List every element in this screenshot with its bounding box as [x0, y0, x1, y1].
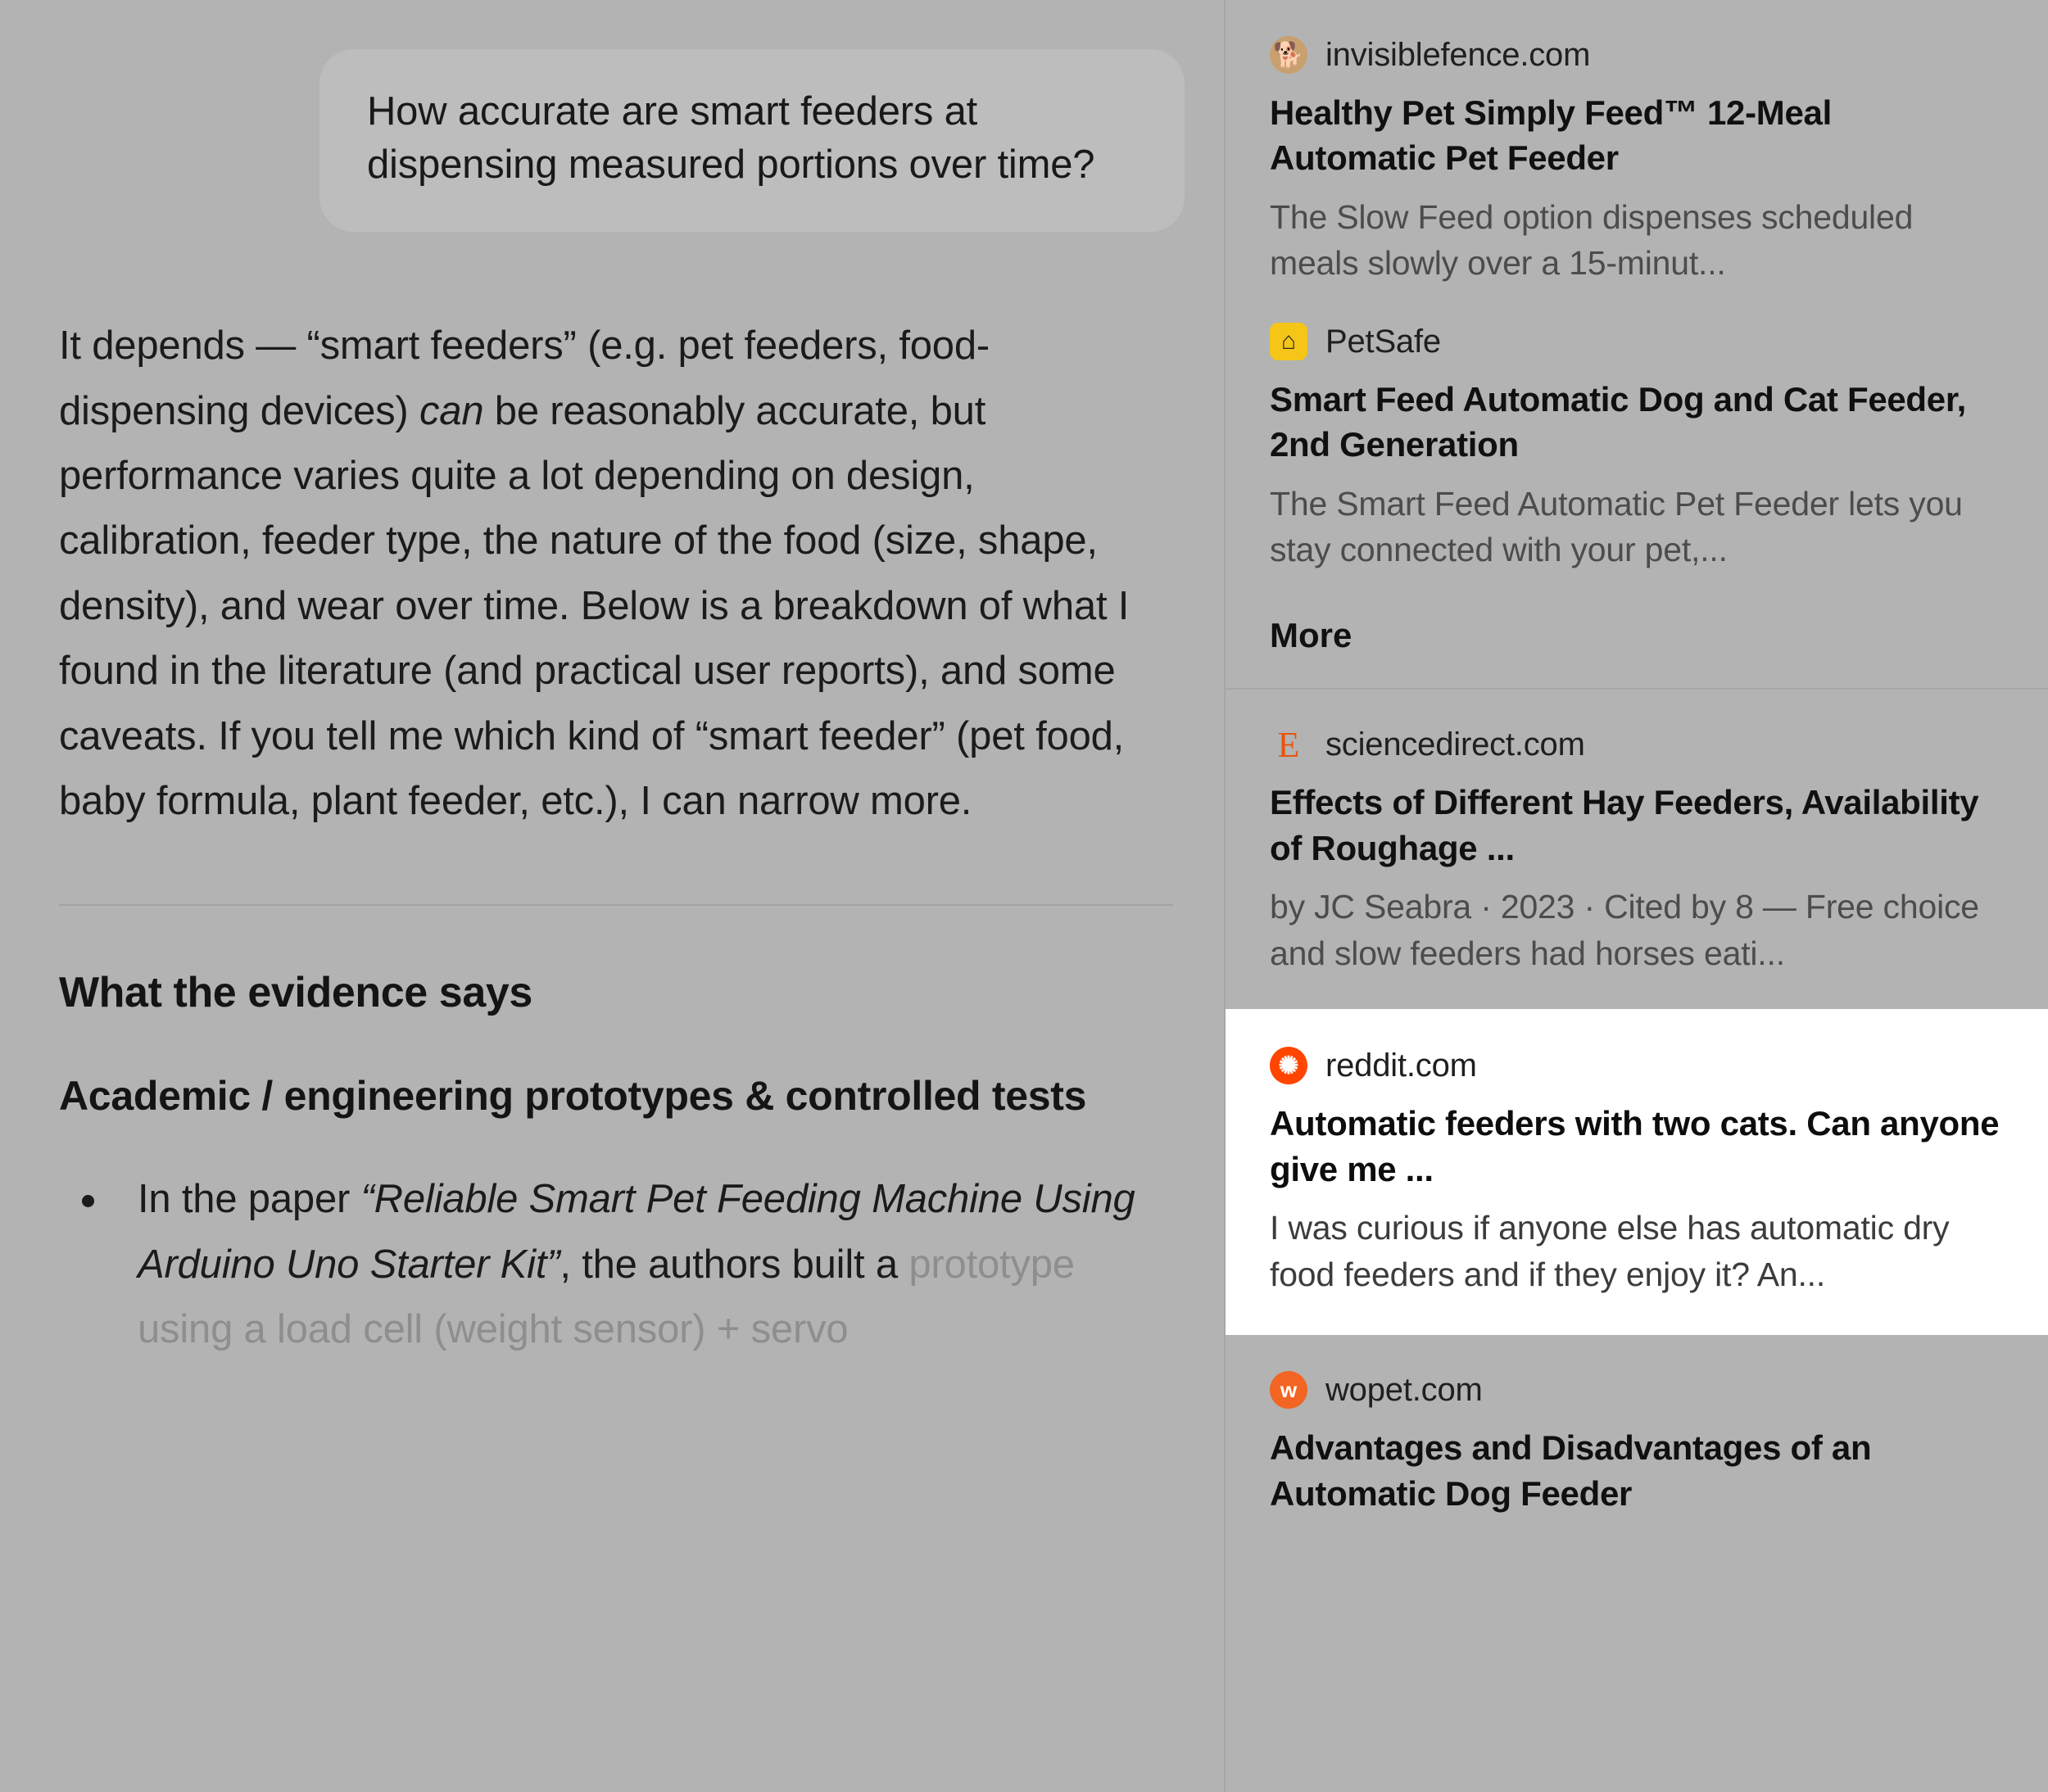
source-snippet: The Slow Feed option dispenses scheduled meals slowly over a 15-minut...: [1270, 197, 1914, 283]
dog-icon: 🐕: [1270, 36, 1307, 74]
assistant-paragraph-part2: be reasonably accurate, but performance varies quite a lot depending on design, calibration, feeder type, the nature of the food (size, shape, density), and wear over time. Below is a breakdown of what I found in the literature (and practical user reports), and some caveats. If you tell me which kind of “smart feeder” (pet food, baby formula, plant feeder, etc.), I can narrow more.: [59, 388, 1130, 823]
source-domain: PetSafe: [1325, 323, 1441, 360]
bullet-prefix: In the paper: [138, 1177, 361, 1222]
source-card-petsafe[interactable]: [1270, 323, 2004, 573]
source-header: [1270, 36, 2004, 74]
sources-panel[interactable]: [1224, 0, 2048, 1792]
source-title[interactable]: Effects of Different Hay Feeders, Availability of Roughage ...: [1270, 783, 1979, 867]
sources-group-divider: [1226, 688, 2048, 690]
heading-evidence: What the evidence says: [59, 969, 532, 1017]
source-header: [1270, 1371, 2004, 1409]
source-group-1: [1226, 36, 2048, 655]
source-domain: reddit.com: [1325, 1047, 1477, 1084]
source-snippet: The Smart Feed Automatic Pet Feeder lets you stay connected with your pet,...: [1270, 484, 1963, 569]
source-domain: wopet.com: [1325, 1371, 1483, 1408]
source-title[interactable]: Advantages and Disadvantages of an Automatic Dog Feeder: [1270, 1428, 1872, 1513]
reddit-icon: ✺: [1270, 1047, 1307, 1084]
source-card-invisiblefence[interactable]: [1270, 36, 2004, 287]
source-header: [1270, 1047, 2004, 1084]
source-title[interactable]: Smart Feed Automatic Dog and Cat Feeder, 2nd Generation: [1270, 380, 1966, 464]
source-header: [1270, 323, 2004, 360]
source-group-2: [1226, 726, 2048, 1516]
user-message-row: [0, 0, 1224, 232]
bullet-fade-text: prototype using a load cell (weight sensor) + servo: [138, 1242, 1075, 1352]
sciencedirect-icon: E: [1277, 726, 1300, 764]
source-header: [1270, 726, 2004, 763]
source-domain: invisiblefence.com: [1325, 36, 1591, 73]
source-snippet: by JC Seabra · 2023 · Cited by 8 — Free choice and slow feeders had horses eati...: [1270, 887, 1979, 972]
assistant-message: [0, 232, 1224, 834]
assistant-emphasis: can: [419, 388, 484, 433]
more-sources-link[interactable]: More: [1270, 616, 1352, 655]
source-title[interactable]: Healthy Pet Simply Feed™ 12-Meal Automatic Pet Feeder: [1270, 93, 1832, 178]
source-snippet: I was curious if anyone else has automatic dry food feeders and if they enjoy it? An...: [1270, 1208, 1950, 1293]
source-domain: sciencedirect.com: [1325, 726, 1585, 763]
section-divider: [59, 904, 1173, 906]
source-card-wopet[interactable]: [1270, 1371, 2004, 1516]
list-item: [59, 1167, 1173, 1362]
source-title[interactable]: Automatic feeders with two cats. Can anyone give me ...: [1270, 1104, 2000, 1188]
user-message-bubble: How accurate are smart feeders at dispensing measured portions over time?: [319, 49, 1185, 232]
source-card-sciencedirect[interactable]: [1270, 726, 2004, 976]
wopet-icon: w: [1270, 1371, 1307, 1409]
source-card-reddit[interactable]: [1226, 1009, 2048, 1335]
petsafe-icon: ⌂: [1270, 323, 1307, 360]
assistant-paragraph: [59, 314, 1173, 834]
evidence-bullet-list: [59, 1167, 1173, 1362]
bullet-paper-title: “Reliable Smart Pet Feeding Machine Using Arduino Uno Starter Kit”: [138, 1177, 1135, 1287]
assistant-paragraph-part1: It depends — “smart feeders” (e.g. pet feeders, food-dispensing devices): [59, 324, 990, 433]
heading-academic-prototypes: Academic / engineering prototypes & controlled tests: [59, 1073, 1087, 1120]
bullet-mid: , the authors built a: [560, 1242, 909, 1287]
